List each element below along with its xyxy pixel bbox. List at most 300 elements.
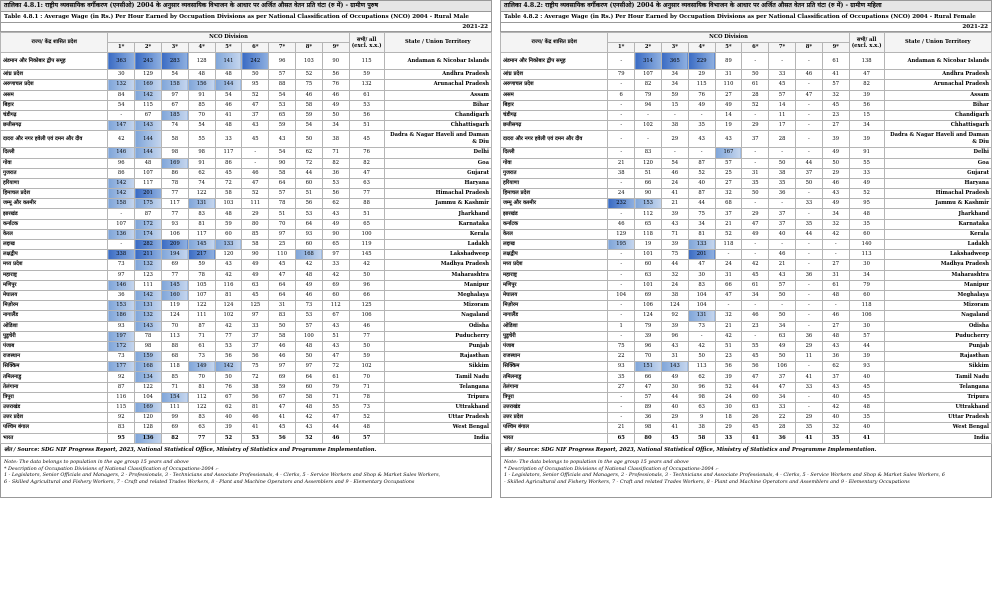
wage-cell: 33 [769,403,796,413]
table-title-english: Table 4.8.2 : Average Wage (in Rs.) Per Hour Earned by Occupation Divisions as per National Classification of Occupations (NCO) 2004 - Rural Female [500,12,992,23]
wage-cell: 229 [688,53,715,70]
wage-cell: - [608,413,635,423]
all-wage-cell: 41 [849,433,884,443]
wage-cell: 60 [322,290,349,300]
wage-cell: 41 [822,70,849,80]
wage-cell: 50 [742,70,769,80]
wage-cell: 32 [661,270,688,280]
wage-cell: 79 [635,321,662,331]
wage-cell: 28 [769,423,796,433]
table-row [501,100,992,110]
wage-cell: 73 [688,321,715,331]
wage-cell: 111 [242,199,269,209]
wage-cell: 89 [715,53,742,70]
wage-cell: 105 [188,280,215,290]
wage-cell: 41 [795,433,822,443]
wage-cell: 37 [242,341,269,351]
all-header: सभी/ all (excl. x.x.) [849,33,884,53]
state-name-english: Telangana [384,382,491,392]
wage-cell: 167 [715,148,742,158]
wage-cell: 15 [661,100,688,110]
state-name-hindi: उत्तराखंड [501,403,608,413]
table-row [1,240,492,250]
wage-cell: 43 [269,131,296,148]
wage-cell: 97 [269,362,296,372]
wage-cell: 72 [215,178,242,188]
wage-cell: 85 [242,229,269,239]
wage-cell: 97 [161,90,188,100]
nco-division-8-header: 8* [795,43,822,53]
wage-cell: 92 [108,372,135,382]
all-wage-cell: 60 [849,229,884,239]
wage-cell: 64 [295,372,322,382]
wage-cell: 211 [135,250,162,260]
wage-cell: 24 [715,260,742,270]
state-name-english: Mizoram [884,301,991,311]
wage-cell: 87 [188,321,215,331]
state-name-hindi: पश्चिम बंगाल [501,423,608,433]
table-row [1,311,492,321]
all-wage-cell: 63 [349,178,384,188]
wage-cell: 106 [635,301,662,311]
wage-cell: 96 [108,158,135,168]
wage-cell: 36 [795,331,822,341]
state-name-english: Odisha [884,321,991,331]
wage-cell: 34 [661,70,688,80]
wage-cell: 47 [242,100,269,110]
wage-cell: 45 [742,423,769,433]
wage-cell: 41 [215,110,242,120]
wage-cell: 11 [795,352,822,362]
wage-cell: 42 [822,229,849,239]
table-row [501,189,992,199]
wage-cell: 63 [688,403,715,413]
nco-division-3-header: 3* [161,43,188,53]
wage-cell: 169 [135,80,162,90]
wage-cell: 33 [769,70,796,80]
wage-cell: 76 [322,80,349,90]
wage-cell: 46 [769,250,796,260]
table-title-hindi: तालिका 4.8.1: राष्ट्रीय व्यवसायिक वर्गीकरण (एनसीओ) 2004 के अनुसार व्यवसायिक विभाजन के आधार पर अर्जित औसत वेतन प्रति घंटा (रु में) - ग्रामीण पुरुष [0,0,492,12]
state-name-hindi: केरल [1,229,108,239]
wage-cell: 142 [135,290,162,300]
wage-cell: 115 [108,403,135,413]
state-name-english: Jammu & Kashmir [884,199,991,209]
wage-cell: 52 [242,90,269,100]
nco-division-5-header: 5* [215,43,242,53]
wage-cell: 45 [769,80,796,90]
state-name-hindi: अंडमान और निकोबार द्वीप समूह [1,53,108,70]
wage-cell: 66 [715,280,742,290]
wage-cell: 120 [135,413,162,423]
wage-cell: 21 [715,321,742,331]
wage-cell: 45 [215,168,242,178]
wage-cell: 37 [742,131,769,148]
table-row [501,362,992,372]
wage-cell: 33 [215,131,242,148]
table-row [1,352,492,362]
wage-cell: 124 [161,311,188,321]
wage-cell: 31 [715,270,742,280]
state-name-english: Puducherry [884,331,991,341]
all-wage-cell: 71 [349,382,384,392]
state-name-english: Meghalaya [384,290,491,300]
all-wage-cell: 45 [349,131,384,148]
wage-cell: 132 [135,260,162,270]
wage-cell: 54 [295,121,322,131]
table-row [1,280,492,290]
all-wage-cell: 15 [849,110,884,120]
wage-cell: 116 [108,392,135,402]
wage-cell: 49 [661,372,688,382]
wage-cell: - [795,110,822,120]
wage-cell: - [769,199,796,209]
wage-cell: 282 [135,240,162,250]
wage-cell: 76 [215,382,242,392]
state-name-english: Haryana [384,178,491,188]
wage-cell: 29 [795,341,822,351]
wage-cell: 54 [188,121,215,131]
table-row [1,53,492,70]
wage-cell: 1 [608,321,635,331]
table-row [1,413,492,423]
wage-cell: 159 [135,352,162,362]
wage-cell: - [795,392,822,402]
state-name-english: Gujarat [384,168,491,178]
wage-cell: 54 [215,90,242,100]
wage-cell: 48 [135,158,162,168]
wage-cell: 51 [269,209,296,219]
wage-cell: - [795,321,822,331]
wage-cell: 56 [322,70,349,80]
wage-cell: 78 [269,199,296,209]
wage-cell: 62 [215,403,242,413]
wage-cell: 98 [635,423,662,433]
state-name-english: Mizoram [384,301,491,311]
state-name-english: Andhra Pradesh [384,70,491,80]
wage-cell: 83 [188,413,215,423]
wage-cell: 46 [242,413,269,423]
wage-cell: 25 [269,240,296,250]
wage-cell: 46 [269,341,296,351]
wage-cell: 46 [661,168,688,178]
state-name-hindi: असम [1,90,108,100]
table-title-hindi: तालिका 4.8.2: राष्ट्रीय व्यवसायिक वर्गीकरण (एनसीओ) 2004 के अनुसार व्यवसायिक विभाजन के आधार पर अर्जित औसत वेतन प्रति घंटा (रु में) - ग्रामीण महिला [500,0,992,12]
state-name-hindi: मिज़ोरम [1,301,108,311]
wage-cell: 47 [688,260,715,270]
wage-cell: 65 [269,110,296,120]
wage-cell: 110 [269,250,296,260]
state-name-english: Meghalaya [884,290,991,300]
wage-cell: 34 [769,392,796,402]
state-name-english: Madhya Pradesh [884,260,991,270]
wage-cell: 57 [269,70,296,80]
wage-cell: 43 [661,341,688,351]
wage-cell: - [608,53,635,70]
table-row [501,70,992,80]
state-name-hindi: त्रिपुरा [1,392,108,402]
wage-cell: 144 [135,131,162,148]
wage-cell: 133 [215,240,242,250]
wage-cell: 58 [242,240,269,250]
wage-cell: 87 [688,189,715,199]
wage-cell: 89 [635,403,662,413]
wage-cell: - [795,148,822,158]
table-row [1,131,492,148]
wage-cell: 80 [635,433,662,443]
table-row [501,260,992,270]
wage-cell: 87 [108,382,135,392]
all-wage-cell: 65 [349,219,384,229]
nco-division-3-header: 3* [661,43,688,53]
table-row [1,382,492,392]
table-row [1,158,492,168]
rural-female-table-panel [500,0,992,600]
table-row [1,209,492,219]
wage-cell: - [742,158,769,168]
wage-cell: 72 [242,372,269,382]
wage-cell: 46 [742,311,769,321]
all-wage-cell: 30 [849,260,884,270]
state-name-english: Chhattisgarh [384,121,491,131]
wage-cell: 90 [242,250,269,260]
wage-cell: 60 [295,178,322,188]
state-name-english: Assam [884,90,991,100]
wage-cell: 37 [822,372,849,382]
wage-cell: 107 [135,168,162,178]
table-row [1,301,492,311]
all-wage-cell: 93 [849,362,884,372]
wage-cell: - [661,148,688,158]
total-row [501,433,992,443]
wage-cell: 106 [769,362,796,372]
wage-cell: - [608,403,635,413]
state-name-english: Uttrakhand [384,403,491,413]
wage-cell: 32 [715,189,742,199]
state-name-english: Lakshadweep [384,250,491,260]
state-name-english: Karnataka [884,219,991,229]
table-row [1,392,492,402]
wage-cell: 24 [661,280,688,290]
wage-cell: 44 [795,158,822,168]
wage-cell: 41 [742,433,769,443]
wage-cell: 83 [688,280,715,290]
state-name-english: Uttrakhand [884,403,991,413]
state-name-hindi: जम्मू और कश्मीर [501,199,608,209]
all-wage-cell: 95 [849,199,884,209]
state-header-hindi: राज्य/ केंद्र शासित प्रदेश [1,33,108,53]
table-row [501,240,992,250]
wage-cell: 27 [822,260,849,270]
wage-cell: 47 [322,413,349,423]
wage-cell: 76 [688,90,715,100]
wage-cell: 63 [188,423,215,433]
wage-cell: 81 [188,219,215,229]
wage-cell: 33 [795,199,822,209]
wage-cell: 56 [742,362,769,372]
state-name-english: Puducherry [384,331,491,341]
wage-cell: - [795,301,822,311]
wage-cell: 39 [661,209,688,219]
wage-cell: 101 [635,280,662,290]
wage-cell: - [795,290,822,300]
all-wage-cell: 47 [349,168,384,178]
state-name-hindi: मणिपुर [1,280,108,290]
all-wage-cell: 42 [349,260,384,270]
state-name-english: Ladakh [884,240,991,250]
state-name-hindi: हिमाचल प्रदेश [501,189,608,199]
state-name-hindi: छत्तीसगढ़ [501,121,608,131]
total-row [1,433,492,443]
table-row [1,341,492,351]
wage-cell: 6 [608,90,635,100]
wage-cell: 194 [161,250,188,260]
wage-cell: 77 [161,270,188,280]
state-name-hindi: लक्षद्वीप [501,250,608,260]
wage-cell: 96 [269,53,296,70]
wage-cell: 54 [269,90,296,100]
wage-cell: 86 [161,168,188,178]
wage-cell: - [795,131,822,148]
wage-cell: 34 [769,321,796,331]
all-wage-cell: 138 [849,53,884,70]
wage-cell: 90 [635,189,662,199]
wage-cell: 113 [161,331,188,341]
wage-cell: 58 [161,131,188,148]
all-wage-cell: 55 [849,158,884,168]
wage-cell: 42 [295,260,322,270]
all-wage-cell: 48 [849,403,884,413]
wage-cell: 75 [688,209,715,219]
nco-division-4-header: 4* [188,43,215,53]
wage-cell: 17 [769,121,796,131]
wage-cell: 73 [108,352,135,362]
wage-cell: 75 [661,250,688,260]
footnote-line: * Description of Occupation Divisions of National Classification of Occupations-2004 :- [504,465,719,472]
all-wage-cell: 96 [349,280,384,290]
wage-cell: 40 [822,392,849,402]
wage-cell: 33 [322,260,349,270]
wage-cell: 134 [135,372,162,382]
wage-cell: - [795,189,822,199]
wage-cell: 53 [242,433,269,443]
wage-cell: - [822,301,849,311]
table-row [1,70,492,80]
wage-cell: 90 [322,53,349,70]
state-header-english: State / Union Territory [884,33,991,53]
state-name-english: Ladakh [384,240,491,250]
wage-cell: 50 [688,352,715,362]
wage-cell: 47 [769,382,796,392]
footnotes [0,457,492,498]
wage-cell: - [795,100,822,110]
all-wage-cell: 53 [349,100,384,110]
wage-cell: - [635,131,662,148]
wage-cell: 243 [135,53,162,70]
wage-cell: 61 [742,80,769,90]
state-name-hindi: मिज़ोरम [501,301,608,311]
wage-cell: - [795,53,822,70]
all-wage-cell: 44 [849,341,884,351]
all-wage-cell: 77 [349,189,384,199]
wage-cell: 46 [322,433,349,443]
table-row [501,219,992,229]
wage-cell: 53 [269,100,296,110]
wage-cell: 43 [688,131,715,148]
wage-cell: 40 [769,229,796,239]
wage-cell: - [608,270,635,280]
wage-cell: 145 [161,280,188,290]
wage-cell: 50 [742,189,769,199]
state-name-english: Andaman & Nicobar Islands [884,53,991,70]
state-name-hindi: राजस्थान [1,352,108,362]
wage-cell: 117 [161,199,188,209]
wage-cell: 79 [608,70,635,80]
footnote-line: Note: The data belongs to population in the age group 15 years and above [504,458,689,465]
wage-cell: 132 [108,80,135,90]
state-name-hindi: तमिलनाडु [501,372,608,382]
nco-division-7-header: 7* [269,43,296,53]
wage-cell: 37 [715,209,742,219]
table-row [1,331,492,341]
wage-cell: 46 [822,311,849,321]
wage-cell: 103 [215,199,242,209]
wage-cell: 34 [661,80,688,90]
wage-cell: 124 [661,301,688,311]
wage-cell: 35 [822,433,849,443]
state-name-hindi: सिक्किम [1,362,108,372]
wage-cell: - [242,148,269,158]
wage-cell: 56 [215,352,242,362]
wage-cell: 43 [769,270,796,280]
state-name-hindi: कर्नाटक [1,219,108,229]
wage-cell: 63 [769,331,796,341]
wage-cell: 125 [242,301,269,311]
state-name-hindi: सिक्किम [501,362,608,372]
all-wage-cell: 82 [349,158,384,168]
state-name-english: Punjab [884,341,991,351]
wage-cell: 55 [742,341,769,351]
state-name-english: Himachal Pradesh [384,189,491,199]
wage-cell: 49 [322,219,349,229]
wage-cell: 144 [135,148,162,158]
wage-cell: - [795,80,822,90]
wage-cell: 57 [715,158,742,168]
state-name-english: Assam [384,90,491,100]
state-name-english: Sikkim [884,362,991,372]
table-row [501,158,992,168]
wage-cell: 142 [108,178,135,188]
state-name-english: Delhi [884,148,991,158]
table-row [501,331,992,341]
wage-cell: 70 [635,352,662,362]
wage-cell: 64 [269,178,296,188]
wage-cell: 69 [161,423,188,433]
wage-cell: - [742,240,769,250]
wage-cell: 82 [635,80,662,90]
wage-cell: - [608,209,635,219]
wage-cell: 37 [242,110,269,120]
wage-cell: 44 [795,229,822,239]
state-name-hindi: लद्दाख [1,240,108,250]
wage-cell: 69 [322,280,349,290]
state-name-hindi: भारत [501,433,608,443]
wage-cell: 29 [822,168,849,178]
wage-cell: 91 [188,158,215,168]
wage-cell: - [742,199,769,209]
wage-cell: 65 [608,433,635,443]
wage-cell: 104 [135,392,162,402]
